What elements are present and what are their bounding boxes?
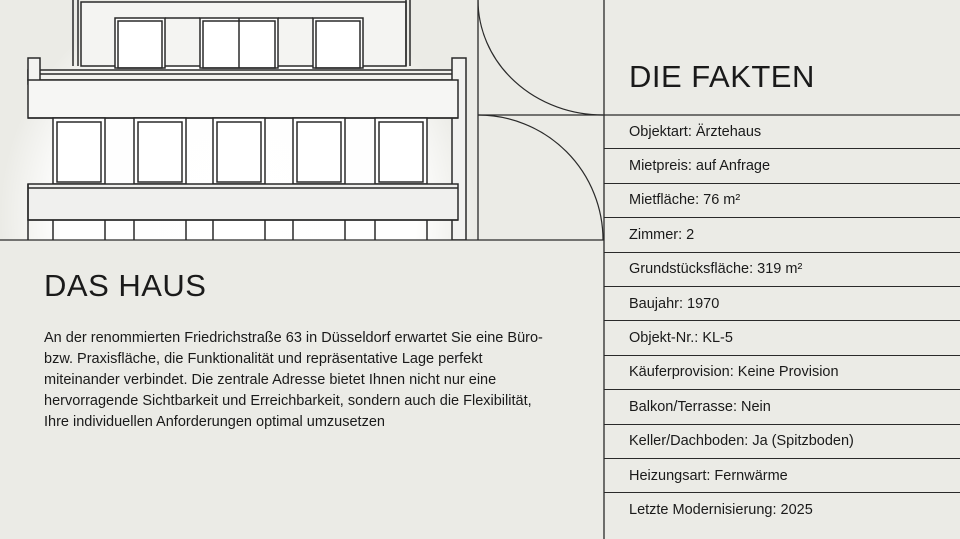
section-title-fakten: DIE FAKTEN xyxy=(629,59,815,94)
section-title-haus: DAS HAUS xyxy=(44,268,207,303)
building-sketch xyxy=(0,0,478,240)
fact-item-modernisierung: Letzte Modernisierung: 2025 xyxy=(629,502,813,519)
fact-item-baujahr: Baujahr: 1970 xyxy=(604,287,960,321)
decorative-arcs xyxy=(478,0,604,240)
fact-item-zimmer: Zimmer: 2 xyxy=(604,218,960,252)
fact-item-kaeuferprovision: Käuferprovision: Keine Provision xyxy=(604,356,960,390)
fact-item-mietflaeche: Mietfläche: 76 m² xyxy=(604,184,960,218)
building-illustration xyxy=(0,0,478,240)
fact-item-balkon-terrasse: Balkon/Terrasse: Nein xyxy=(604,390,960,424)
facts-list xyxy=(604,115,960,528)
fact-item-keller-dachboden: Keller/Dachboden: Ja (Spitzboden) xyxy=(604,425,960,459)
fact-item-heizungsart: Heizungsart: Fernwärme xyxy=(604,459,960,493)
fact-item-objektart: Objektart: Ärztehaus xyxy=(604,115,960,149)
fact-item-grundstuecksflaeche: Grundstücksfläche: 319 m² xyxy=(604,253,960,287)
haus-description: An der renommierten Friedrichstraße 63 in Düsseldorf erwartet Sie eine Büro- bzw. Praxisfläche, die Funktionalität und repräsentative Lage perfekt miteinander verbindet. Die zentrale Adresse bietet Ihnen nicht nur eine hervorragende Sichtbarkeit und Erreichbarkeit, sondern auch die Flexibilität, Ihre individuellen Anforderungen optimal umzusetzen xyxy=(44,330,543,430)
fact-item-mietpreis: Mietpreis: auf Anfrage xyxy=(604,149,960,183)
fact-item-objekt-nr: Objekt-Nr.: KL-5 xyxy=(604,321,960,355)
